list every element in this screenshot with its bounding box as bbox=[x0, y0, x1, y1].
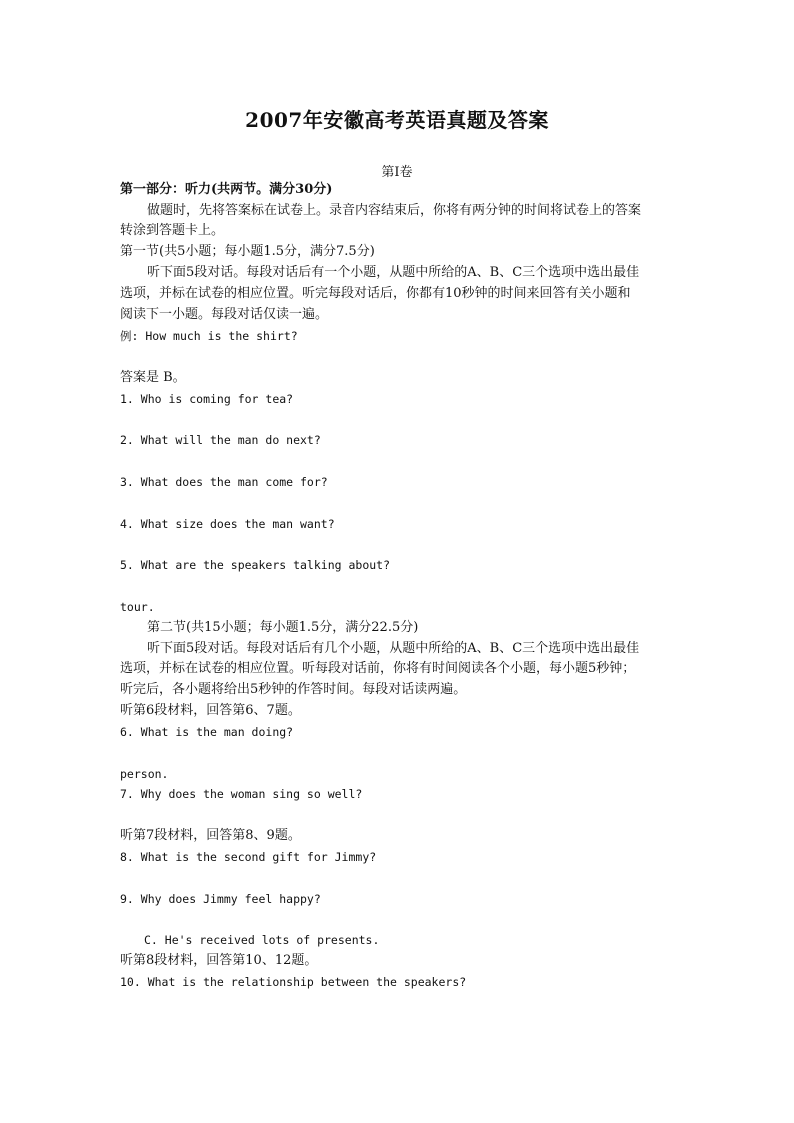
section1-instruction-line-3: 阅读下一小题。每段对话仅读一遍。 bbox=[120, 307, 329, 322]
question-3: 3. What does the man come for? bbox=[120, 475, 328, 489]
q6-option-c-continued: person. bbox=[120, 767, 169, 781]
question-10: 10. What is the relationship between the speakers? bbox=[120, 975, 467, 989]
part1-intro-line-2: 转涂到答题卡上。 bbox=[120, 223, 225, 238]
section2-instruction-line-3: 听完后，各小题将给出5秒钟的作答时间。每段对话读两遍。 bbox=[120, 682, 467, 697]
section2-instruction-line-1: 听下面5段对话。每段对话后有几个小题，从题中所给的A、B、C三个选项中选出最佳 bbox=[147, 641, 640, 656]
question-8: 8. What is the second gift for Jimmy? bbox=[120, 850, 377, 864]
material-6-label: 听第6段材料，回答第6、7题。 bbox=[120, 703, 301, 718]
material-8-label: 听第8段材料，回答第10、12题。 bbox=[120, 953, 318, 968]
question-9: 9. Why does Jimmy feel happy? bbox=[120, 892, 321, 906]
section1-heading: 第一节(共5小题；每小题1.5分，满分7.5分) bbox=[120, 244, 375, 259]
part1-intro-line-1: 做题时，先将答案标在试卷上。录音内容结束后，你将有两分钟的时间将试卷上的答案 bbox=[147, 203, 642, 218]
question-2: 2. What will the man do next? bbox=[120, 433, 321, 447]
example-answer: 答案是 B。 bbox=[120, 370, 186, 385]
question-5: 5. What are the speakers talking about? bbox=[120, 558, 391, 572]
question-6: 6. What is the man doing? bbox=[120, 725, 294, 739]
question-4: 4. What size does the man want? bbox=[120, 517, 335, 531]
section2-heading: 第二节(共15小题；每小题1.5分，满分22.5分) bbox=[147, 620, 419, 635]
q5-option-c-continued: tour. bbox=[120, 600, 155, 614]
document-title: 2007年安徽高考英语真题及答案 bbox=[245, 108, 549, 132]
part1-heading: 第一部分：听力(共两节。满分30分) bbox=[120, 182, 333, 197]
volume-label: 第Ⅰ卷 bbox=[381, 165, 413, 180]
question-1: 1. Who is coming for tea? bbox=[120, 392, 294, 406]
q9-option-c: C. He's received lots of presents. bbox=[144, 933, 380, 947]
question-7: 7. Why does the woman sing so well? bbox=[120, 787, 363, 801]
material-7-label: 听第7段材料，回答第8、9题。 bbox=[120, 828, 301, 843]
section1-instruction-line-1: 听下面5段对话。每段对话后有一个小题，从题中所给的A、B、C三个选项中选出最佳 bbox=[147, 265, 640, 280]
section1-instruction-line-2: 选项，并标在试卷的相应位置。听完每段对话后，你都有10秒钟的时间来回答有关小题和 bbox=[120, 286, 631, 301]
example-question: 例: How much is the shirt? bbox=[120, 329, 298, 343]
section2-instruction-line-2: 选项，并标在试卷的相应位置。听每段对话前，你将有时间阅读各个小题，每小题5秒钟； bbox=[120, 661, 636, 676]
